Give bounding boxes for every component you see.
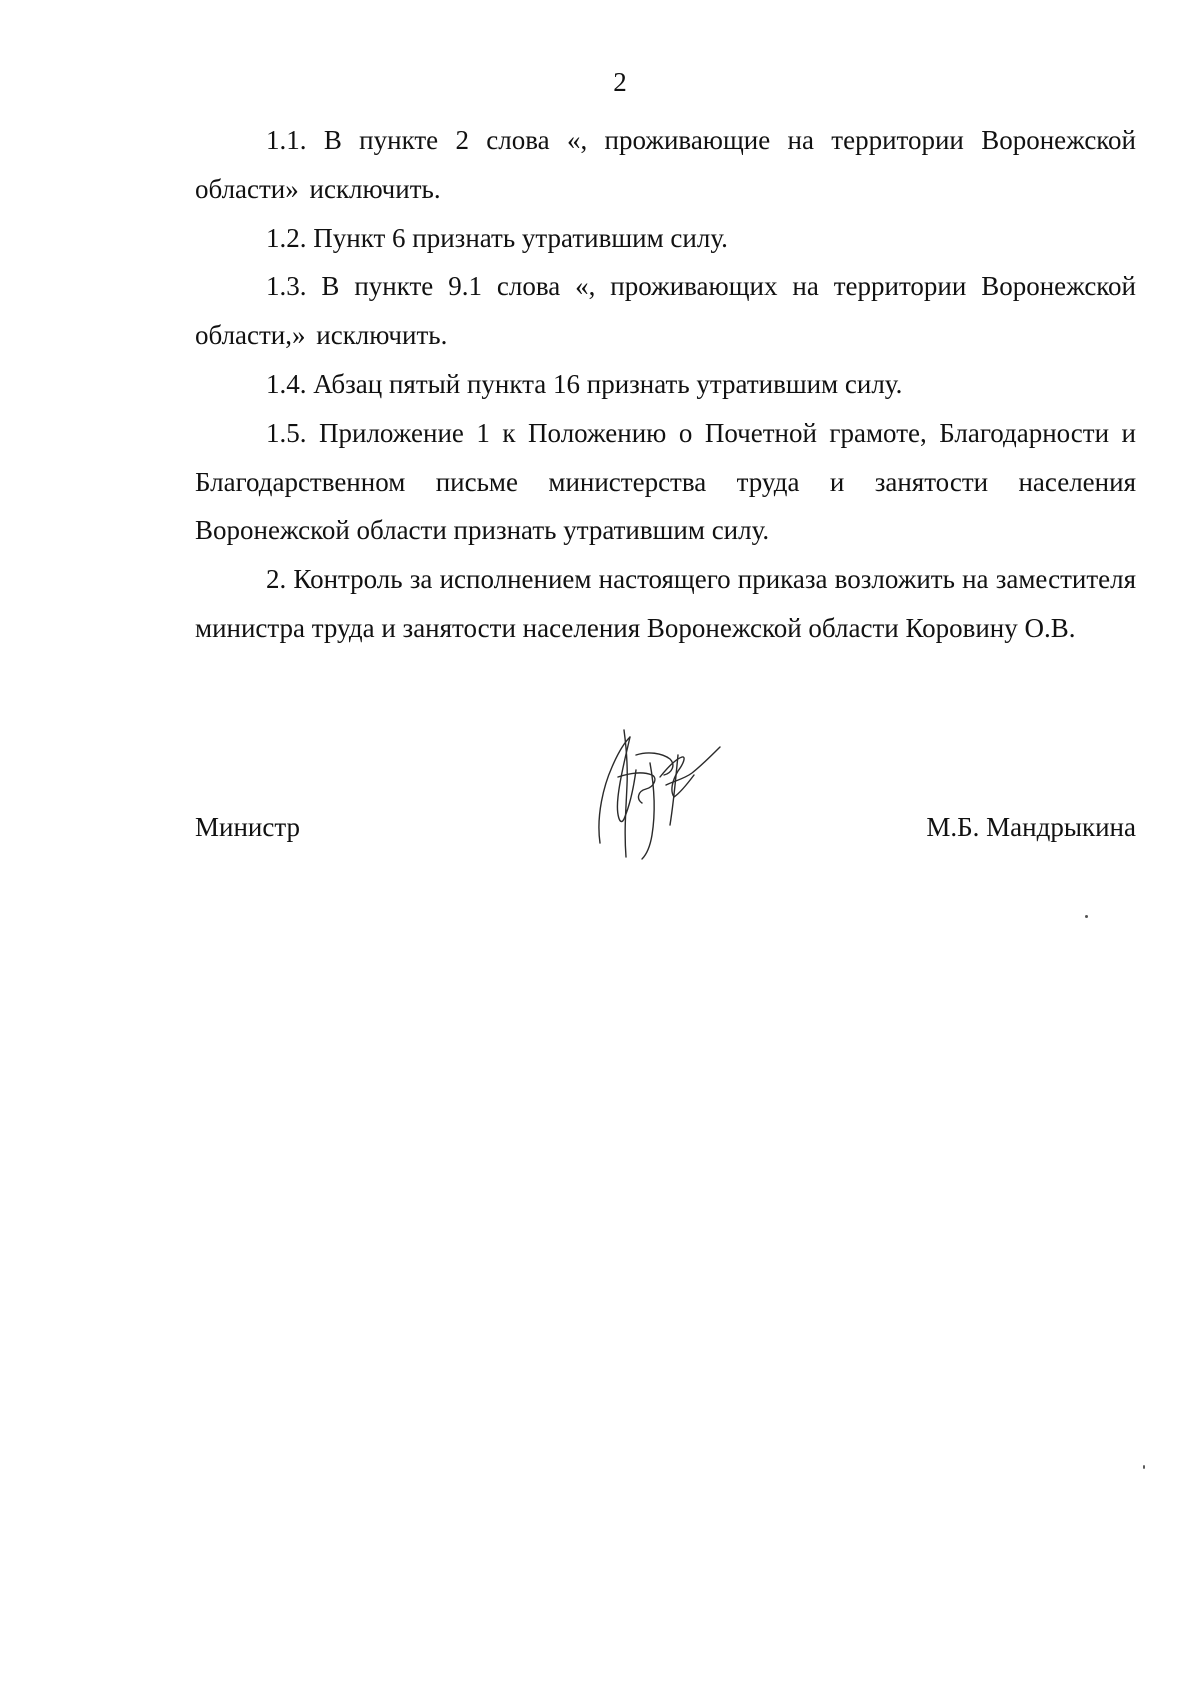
scan-speck <box>1085 915 1088 918</box>
signatory-name: М.Б. Мандрыкина <box>926 812 1136 842</box>
handwritten-signature <box>590 715 725 860</box>
paragraph-2: 2. Контроль за исполнением настоящего приказа возложить на заместителя министра труда и занятости населения Воронежской области Коровину О.В. <box>195 564 1136 643</box>
paragraph-1-4: 1.4. Абзац пятый пункта 16 признать утратившим силу. <box>266 368 903 399</box>
signatory-title: Министр <box>195 812 300 842</box>
paragraph-1-1: 1.1. В пункте 2 слова «, проживающие на территории Воронежской области» исключить. <box>195 125 1136 204</box>
scan-speck <box>1143 1465 1145 1469</box>
page-number: 2 <box>613 67 627 97</box>
paragraph-1-3: 1.3. В пункте 9.1 слова «, проживающих на территории Воронежской области,» исключить. <box>195 271 1136 351</box>
paragraph-1-2: 1.2. Пункт 6 признать утратившим силу. <box>266 222 728 253</box>
document-body <box>195 116 1136 653</box>
paragraph-1-5: 1.5. Приложение 1 к Положению о Почетной грамоте, Благодарности и Благодарственном письме министерства труда и занятости населения Воронежской области признать утратившим силу. <box>195 417 1136 546</box>
